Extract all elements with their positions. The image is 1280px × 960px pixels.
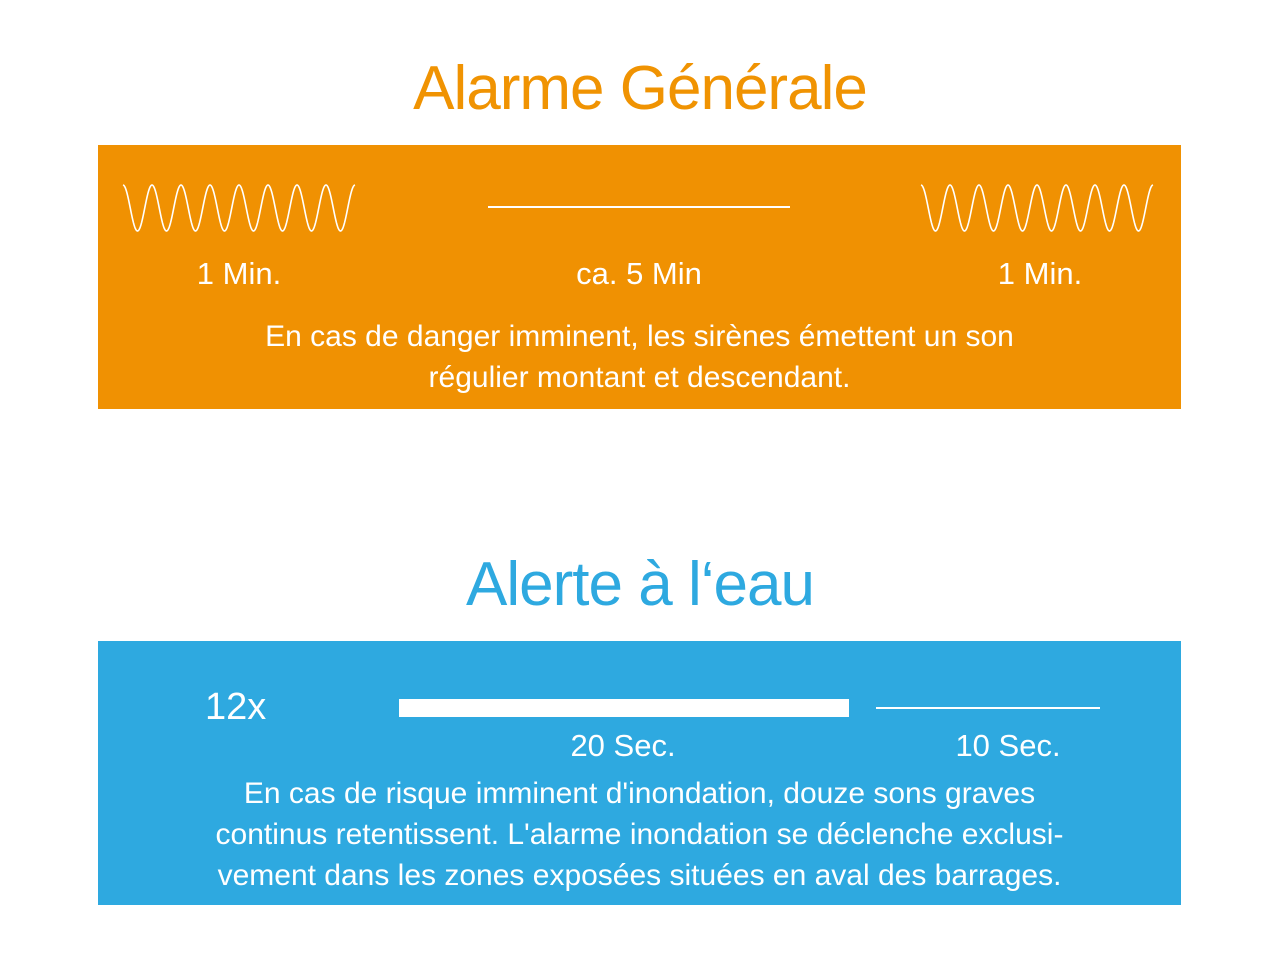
pause-line <box>876 707 1100 709</box>
water-alarm-panel <box>98 641 1181 905</box>
pause-line <box>488 206 790 208</box>
description-line: continus retentissent. L'alarme inondation se déclenche exclusi- <box>215 818 1064 851</box>
duration-label-right: 1 Min. <box>997 256 1083 291</box>
wave-path <box>921 185 1153 231</box>
general-alarm-description <box>98 316 1181 398</box>
water-alarm-title: Alerte à l‘eau <box>466 550 814 619</box>
description-line: En cas de risque imminent d'inondation, douze sons graves <box>243 777 1036 810</box>
general-alarm-panel <box>98 145 1181 409</box>
tone-bar <box>399 699 849 717</box>
description-line: régulier montant et descendant. <box>428 361 851 394</box>
siren-wave-icon <box>123 183 355 233</box>
description-line: En cas de danger imminent, les sirènes émettent un son <box>265 320 1014 353</box>
general-alarm-title: Alarme Générale <box>413 54 867 123</box>
pause-duration-label: 10 Sec. <box>955 728 1061 763</box>
siren-wave-icon <box>921 183 1153 233</box>
duration-label-left: 1 Min. <box>196 256 282 291</box>
duration-label-middle: ca. 5 Min <box>576 256 702 291</box>
repeat-count: 12x <box>205 686 267 728</box>
tone-duration-label: 20 Sec. <box>570 728 676 763</box>
description-line: vement dans les zones exposées situées en aval des barrages. <box>217 859 1062 892</box>
water-alarm-description <box>98 773 1181 896</box>
wave-path <box>123 185 355 231</box>
